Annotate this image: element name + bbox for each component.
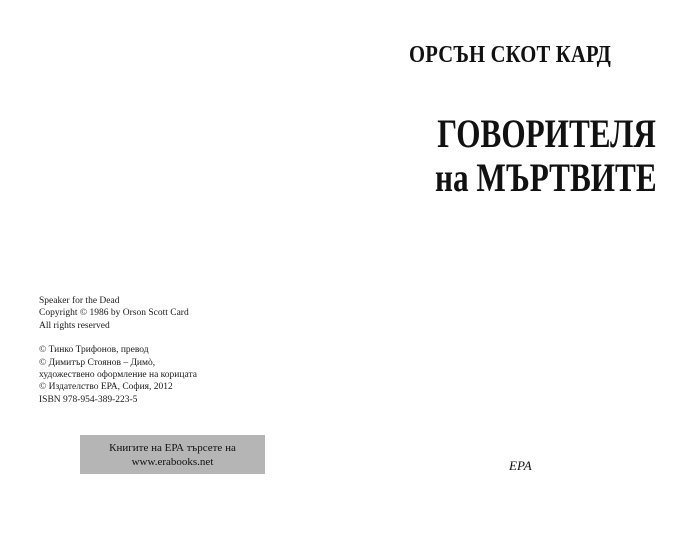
translator-line: © Тинко Трифонов, превод <box>39 345 149 356</box>
publisher-rights-line: © Издателство ЕРА, София, 2012 <box>39 382 173 393</box>
title-line-1: ГОВОРИТЕЛЯ <box>437 111 656 156</box>
title-line-2: на МЪРТВИТЕ <box>435 155 657 200</box>
promo-url: www.erabooks.net <box>131 455 214 468</box>
artist-line-continued: художествено оформление на корицата <box>39 370 197 381</box>
author-name: ОРСЪН СКОТ КАРД <box>409 42 611 68</box>
rights-line: All rights reserved <box>39 320 110 331</box>
artist-line: © Димитър Стоянов – Димò, <box>39 357 156 368</box>
copyright-line: Copyright © 1986 by Orson Scott Card <box>39 308 189 319</box>
publisher-name: ЕРА <box>509 458 532 473</box>
isbn-line: ISBN 978-954-389-223-5 <box>39 394 138 405</box>
book-title <box>380 112 660 200</box>
spacer <box>39 332 299 344</box>
copyright-block <box>39 295 299 406</box>
promo-text: Книгите на ЕРА търсете на <box>109 441 236 454</box>
original-title: Speaker for the Dead <box>39 296 120 306</box>
promo-box <box>80 435 265 474</box>
